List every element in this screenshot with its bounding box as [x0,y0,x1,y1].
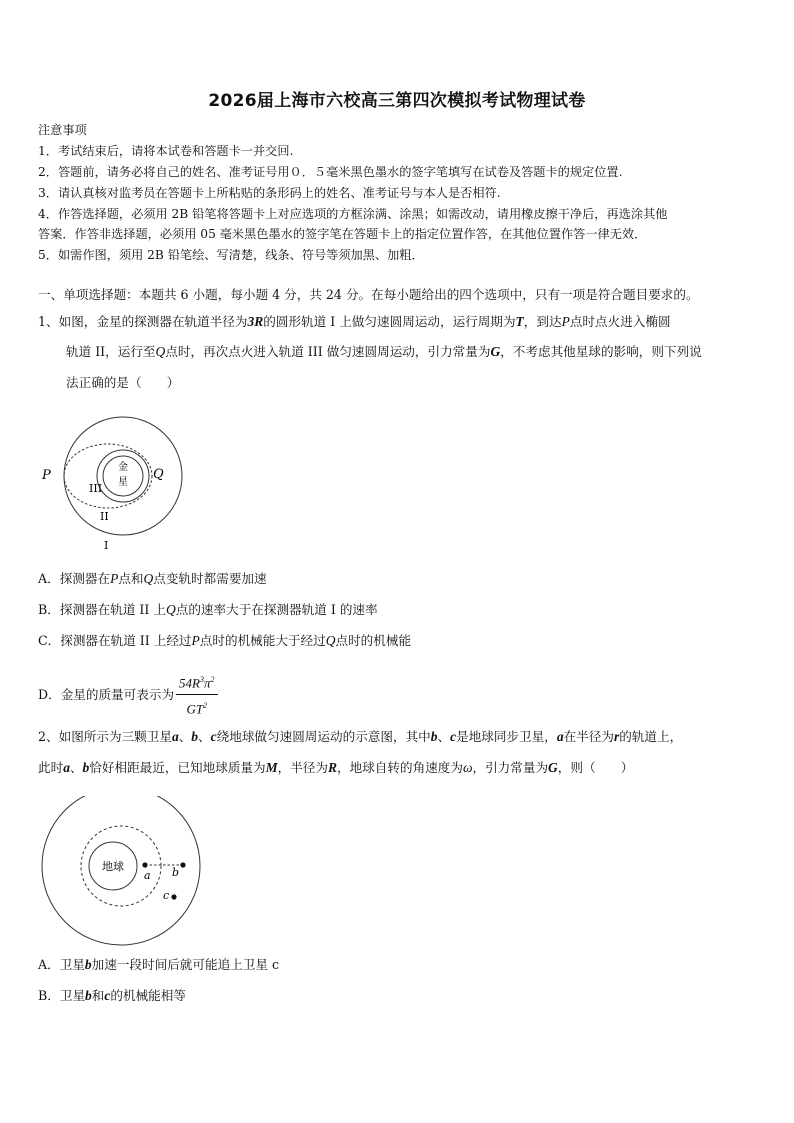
notice-item-1: 1．考试结束后，请将本试卷和答题卡一并交回. [38,144,294,158]
venus-label-1: 金 [118,462,128,473]
exam-title: 2026届上海市六校高三第四次模拟考试物理试卷 [208,91,586,111]
notice-item-5: 5．如需作图，须用 2B 铅笔绘、写清楚，线条、符号等须加黑、加粗． [38,248,424,262]
point-Q-label: Q [153,467,164,482]
q1-option-d[interactable]: D．金星的质量可表示为 $\frac{54R^3\pi^2}{GT^2}$ [38,670,218,720]
orbit-II-label: II [100,510,109,523]
satellite-c-label: c [163,889,170,902]
q1-option-a[interactable]: A．探测器在P点和Q点变轨时都需要加速 [38,571,267,586]
notice-item-4-cont: 答案．作答非选择题，必须用 05 毫米黑色墨水的签字笔在答题卡上的指定位置作答，在其他位置作答一律无效． [38,227,647,241]
satellite-a-label: a [144,869,151,882]
notice-item-3: 3．请认真核对监考员在答题卡上所粘贴的条形码上的姓名、准考证号与本人是否相符. [38,186,501,200]
q2-text-line-1: 2、如图所示为三颗卫星a、b、c绕地球做匀速圆周运动的示意图，其中b、c是地球同步卫星，a在半径为r的轨道上， [38,729,683,744]
orbit-III-label: III [89,482,103,495]
orbit-I-label: I [104,539,109,552]
section-heading: 一、单项选择题：本题共 6 小题，每小题 4 分，共 24 分。在每小题给出的四个选项中，只有一项是符合题目要求的。 [38,287,699,302]
q2-option-a[interactable]: A．卫星b加速一段时间后就可能追上卫星 c [38,957,280,972]
satellite-b [180,862,185,867]
notice-item-2: 2．答题前，请务必将自己的姓名、准考证号用０．５毫米黑色墨水的签字笔填写在试卷及答题卡的规定位置. [38,165,623,179]
q1-orbit-diagram [38,410,208,558]
q1-option-b[interactable]: B．探测器在轨道 II 上Q点的速率大于在探测器轨道 I 的速率 [38,602,378,617]
satellite-b-label: b [172,866,180,879]
venus-mass-fraction: $\frac{54R^3\pi^2}{GT^2}$ [176,670,217,720]
point-P-label: P [42,468,51,483]
notice-heading: 注意事项 [38,123,87,137]
q1-text-line-1: 1、如图，金星的探测器在轨道半径为3R的圆形轨道 I 上做匀速圆周运动，运行周期为T，到达P点时点火进入椭圆 [38,314,671,329]
q2-satellite-diagram [38,796,230,946]
q2-text-line-2: 此时a、b恰好相距最近，已知地球质量为M，半径为R，地球自转的角速度为ω，引力常量为G，则（ ） [38,760,634,775]
satellite-c [171,894,176,899]
q1-text-line-2: 轨道 II，运行至Q点时，再次点火进入轨道 III 做匀速圆周运动，引力常量为G，不考虑其他星球的影响，则下列说 [66,344,702,359]
q1-text-line-3: 法正确的是（ ） [66,375,180,390]
venus-label-2: 星 [118,477,128,488]
earth-label: 地球 [102,860,124,873]
satellite-a [142,862,147,867]
q1-option-c[interactable]: C．探测器在轨道 II 上经过P点时的机械能大于经过Q点时的机械能 [38,633,412,648]
q2-option-b[interactable]: B．卫星b和c的机械能相等 [38,988,186,1003]
notice-item-4: 4．作答选择题，必须用 2B 铅笔将答题卡上对应选项的方框涂满、涂黑；如需改动，请用橡皮擦干净后，再选涂其他 [38,207,668,221]
